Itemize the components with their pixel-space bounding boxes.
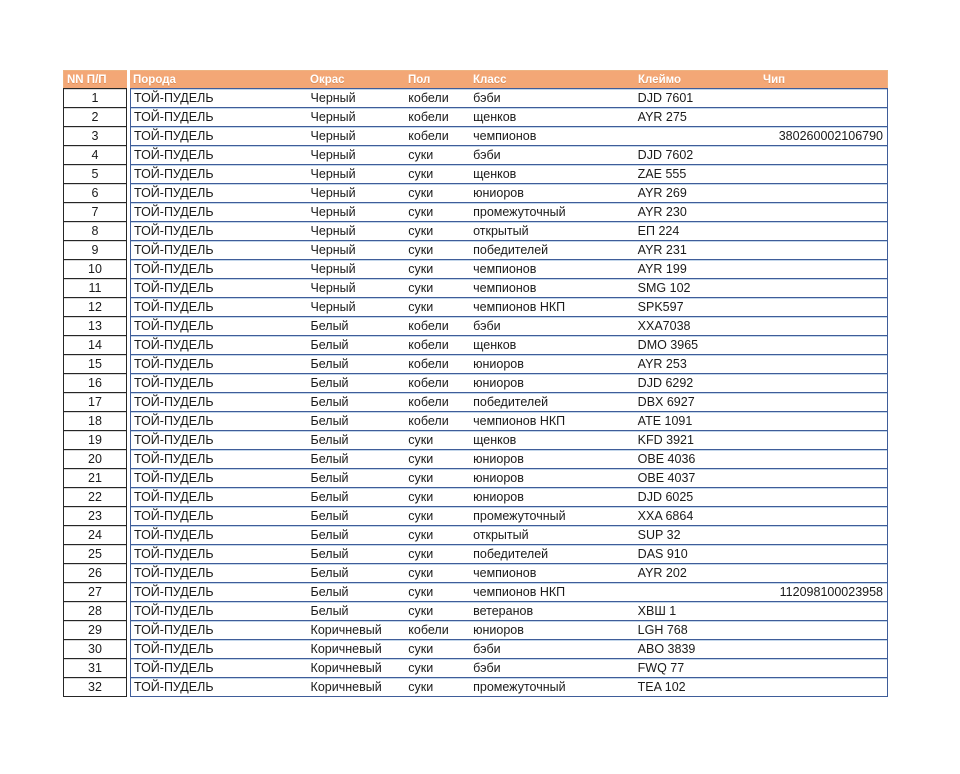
table-row xyxy=(63,658,888,678)
cell-chip xyxy=(759,678,887,696)
cell-breed: ТОЙ-ПУДЕЛЬ xyxy=(134,262,214,276)
row-main-cells xyxy=(130,449,888,469)
table-body xyxy=(63,88,888,697)
cell-class: юниоров xyxy=(473,357,524,371)
cell-color: Черный xyxy=(310,91,356,105)
cell-sex: кобели xyxy=(408,357,449,371)
cell-brand: XXA 6864 xyxy=(637,509,694,523)
cell-breed: ТОЙ-ПУДЕЛЬ xyxy=(134,471,214,485)
cell-class: юниоров xyxy=(473,376,524,390)
cell-nn: 28 xyxy=(63,601,127,621)
cell-class: чемпионов xyxy=(473,262,537,276)
table-row xyxy=(63,392,888,412)
cell-chip xyxy=(759,260,887,278)
cell-brand: ЕП 224 xyxy=(637,224,680,238)
cell-nn: 25 xyxy=(63,544,127,564)
cell-brand xyxy=(635,127,760,145)
cell-chip xyxy=(759,393,887,411)
cell-brand: DMO 3965 xyxy=(637,338,699,352)
cell-color: Черный xyxy=(310,243,356,257)
row-main-cells xyxy=(130,259,888,279)
cell-sex: суки xyxy=(408,224,434,238)
cell-sex: кобели xyxy=(408,376,449,390)
cell-chip xyxy=(759,488,887,506)
cell-brand: DJD 7601 xyxy=(637,91,694,105)
row-main-cells xyxy=(130,601,888,621)
cell-chip xyxy=(759,336,887,354)
cell-class: бэби xyxy=(473,661,501,675)
cell-nn: 16 xyxy=(63,373,127,393)
cell-brand: DJD 6292 xyxy=(637,376,694,390)
row-main-cells xyxy=(130,354,888,374)
cell-chip xyxy=(759,602,887,620)
cell-class: щенков xyxy=(473,433,517,447)
cell-nn: 7 xyxy=(63,202,127,222)
table-row xyxy=(63,240,888,260)
cell-chip xyxy=(759,374,887,392)
cell-class: открытый xyxy=(473,224,529,238)
row-main-cells xyxy=(130,297,888,317)
cell-class: промежуточный xyxy=(473,205,566,219)
cell-chip: 380260002106790 xyxy=(778,129,884,143)
row-main-cells xyxy=(130,525,888,545)
cell-nn: 22 xyxy=(63,487,127,507)
cell-nn: 23 xyxy=(63,506,127,526)
table-row xyxy=(63,164,888,184)
cell-sex: кобели xyxy=(408,91,449,105)
cell-chip xyxy=(759,507,887,525)
cell-class: бэби xyxy=(473,642,501,656)
cell-color: Коричневый xyxy=(310,642,382,656)
row-main-cells xyxy=(130,278,888,298)
table-row xyxy=(63,487,888,507)
cell-nn: 9 xyxy=(63,240,127,260)
cell-class: юниоров xyxy=(473,186,524,200)
cell-chip xyxy=(759,222,887,240)
cell-chip xyxy=(759,355,887,373)
table-row xyxy=(63,278,888,298)
table-header-row xyxy=(63,70,888,89)
cell-chip xyxy=(759,564,887,582)
row-main-cells xyxy=(130,126,888,146)
cell-breed: ТОЙ-ПУДЕЛЬ xyxy=(134,661,214,675)
cell-chip xyxy=(759,412,887,430)
cell-chip xyxy=(759,431,887,449)
cell-color: Черный xyxy=(310,300,356,314)
cell-brand: DBX 6927 xyxy=(637,395,695,409)
cell-class: юниоров xyxy=(473,452,524,466)
cell-class: юниоров xyxy=(473,623,524,637)
cell-color: Белый xyxy=(310,566,349,580)
cell-nn: 10 xyxy=(63,259,127,279)
cell-nn: 4 xyxy=(63,145,127,165)
cell-brand: FWQ 77 xyxy=(637,661,685,675)
cell-nn: 24 xyxy=(63,525,127,545)
column-header-sex: Пол xyxy=(405,70,470,89)
cell-breed: ТОЙ-ПУДЕЛЬ xyxy=(134,243,214,257)
cell-breed: ТОЙ-ПУДЕЛЬ xyxy=(134,414,214,428)
cell-color: Черный xyxy=(310,262,356,276)
cell-color: Черный xyxy=(310,186,356,200)
cell-breed: ТОЙ-ПУДЕЛЬ xyxy=(134,452,214,466)
cell-sex: суки xyxy=(408,205,434,219)
cell-brand: DJD 6025 xyxy=(637,490,694,504)
cell-breed: ТОЙ-ПУДЕЛЬ xyxy=(134,205,214,219)
cell-color: Белый xyxy=(310,357,349,371)
table-header-main xyxy=(130,70,888,89)
cell-color: Белый xyxy=(310,319,349,333)
cell-sex: суки xyxy=(408,300,434,314)
cell-brand xyxy=(635,583,760,601)
row-main-cells xyxy=(130,563,888,583)
cell-breed: ТОЙ-ПУДЕЛЬ xyxy=(134,528,214,542)
cell-nn: 18 xyxy=(63,411,127,431)
cell-sex: суки xyxy=(408,661,434,675)
table-row xyxy=(63,620,888,640)
cell-sex: суки xyxy=(408,243,434,257)
cell-brand: AYR 269 xyxy=(637,186,687,200)
cell-color: Белый xyxy=(310,604,349,618)
cell-nn: 12 xyxy=(63,297,127,317)
cell-sex: суки xyxy=(408,148,434,162)
cell-class: бэби xyxy=(473,91,501,105)
cell-nn: 32 xyxy=(63,677,127,697)
cell-nn: 2 xyxy=(63,107,127,127)
row-main-cells xyxy=(130,183,888,203)
cell-class: щенков xyxy=(473,167,517,181)
row-main-cells xyxy=(130,316,888,336)
table-row xyxy=(63,259,888,279)
cell-sex: суки xyxy=(408,186,434,200)
cell-chip xyxy=(759,89,887,107)
dog-catalog-table xyxy=(63,70,888,697)
column-header-brand: Клеймо xyxy=(635,70,760,89)
table-row xyxy=(63,183,888,203)
cell-chip xyxy=(759,526,887,544)
cell-class: промежуточный xyxy=(473,509,566,523)
cell-color: Черный xyxy=(310,148,356,162)
cell-chip xyxy=(759,317,887,335)
cell-sex: суки xyxy=(408,604,434,618)
cell-breed: ТОЙ-ПУДЕЛЬ xyxy=(134,585,214,599)
cell-class: победителей xyxy=(473,243,549,257)
table-row xyxy=(63,563,888,583)
cell-nn: 8 xyxy=(63,221,127,241)
cell-sex: суки xyxy=(408,490,434,504)
column-header-nn: NN П/П xyxy=(63,70,127,89)
table-row xyxy=(63,202,888,222)
cell-class: бэби xyxy=(473,319,501,333)
table-row xyxy=(63,411,888,431)
cell-nn: 13 xyxy=(63,316,127,336)
cell-nn: 31 xyxy=(63,658,127,678)
row-main-cells xyxy=(130,373,888,393)
cell-class: победителей xyxy=(473,547,549,561)
column-header-breed: Порода xyxy=(130,70,307,89)
cell-chip xyxy=(759,450,887,468)
cell-color: Белый xyxy=(310,509,349,523)
cell-chip xyxy=(759,659,887,677)
cell-sex: суки xyxy=(408,585,434,599)
row-main-cells xyxy=(130,392,888,412)
cell-breed: ТОЙ-ПУДЕЛЬ xyxy=(134,110,214,124)
table-row xyxy=(63,316,888,336)
cell-brand: ATE 1091 xyxy=(637,414,693,428)
cell-sex: суки xyxy=(408,262,434,276)
cell-class: юниоров xyxy=(473,471,524,485)
cell-sex: суки xyxy=(408,281,434,295)
cell-sex: кобели xyxy=(408,414,449,428)
table-row xyxy=(63,449,888,469)
cell-sex: суки xyxy=(408,433,434,447)
cell-nn: 15 xyxy=(63,354,127,374)
cell-class: чемпионов xyxy=(473,566,537,580)
cell-chip xyxy=(759,146,887,164)
cell-breed: ТОЙ-ПУДЕЛЬ xyxy=(134,167,214,181)
cell-brand: XXA7038 xyxy=(637,319,691,333)
column-header-class: Класс xyxy=(470,70,635,89)
cell-sex: суки xyxy=(408,471,434,485)
cell-chip xyxy=(759,545,887,563)
cell-brand: ABO 3839 xyxy=(637,642,696,656)
cell-breed: ТОЙ-ПУДЕЛЬ xyxy=(134,281,214,295)
cell-class: чемпионов НКП xyxy=(473,585,566,599)
cell-nn: 17 xyxy=(63,392,127,412)
table-row xyxy=(63,430,888,450)
table-row xyxy=(63,126,888,146)
row-main-cells xyxy=(130,107,888,127)
cell-chip xyxy=(759,640,887,658)
cell-sex: кобели xyxy=(408,338,449,352)
row-main-cells xyxy=(130,88,888,108)
cell-brand: AYR 202 xyxy=(637,566,687,580)
cell-nn: 19 xyxy=(63,430,127,450)
row-main-cells xyxy=(130,677,888,697)
cell-color: Коричневый xyxy=(310,680,382,694)
table-row xyxy=(63,506,888,526)
cell-breed: ТОЙ-ПУДЕЛЬ xyxy=(134,547,214,561)
cell-sex: суки xyxy=(408,452,434,466)
row-main-cells xyxy=(130,164,888,184)
cell-breed: ТОЙ-ПУДЕЛЬ xyxy=(134,300,214,314)
cell-brand: ZAE 555 xyxy=(637,167,687,181)
table-row xyxy=(63,525,888,545)
cell-sex: суки xyxy=(408,528,434,542)
row-main-cells xyxy=(130,145,888,165)
cell-class: чемпионов xyxy=(473,281,537,295)
row-main-cells xyxy=(130,240,888,260)
cell-color: Белый xyxy=(310,414,349,428)
row-main-cells xyxy=(130,430,888,450)
cell-sex: суки xyxy=(408,566,434,580)
cell-color: Белый xyxy=(310,433,349,447)
cell-breed: ТОЙ-ПУДЕЛЬ xyxy=(134,376,214,390)
table-row xyxy=(63,639,888,659)
cell-class: чемпионов НКП xyxy=(473,414,566,428)
row-main-cells xyxy=(130,221,888,241)
cell-class: чемпионов xyxy=(473,129,537,143)
table-row xyxy=(63,468,888,488)
table-row xyxy=(63,297,888,317)
cell-color: Черный xyxy=(310,224,356,238)
table-row xyxy=(63,354,888,374)
table-row xyxy=(63,544,888,564)
row-main-cells xyxy=(130,639,888,659)
cell-class: промежуточный xyxy=(473,680,566,694)
column-header-color: Окрас xyxy=(307,70,405,89)
cell-color: Черный xyxy=(310,281,356,295)
cell-nn: 6 xyxy=(63,183,127,203)
table-row xyxy=(63,582,888,602)
cell-color: Черный xyxy=(310,129,356,143)
cell-brand: AYR 199 xyxy=(637,262,687,276)
table-row xyxy=(63,677,888,697)
cell-breed: ТОЙ-ПУДЕЛЬ xyxy=(134,186,214,200)
cell-breed: ТОЙ-ПУДЕЛЬ xyxy=(134,395,214,409)
table-row xyxy=(63,88,888,108)
row-main-cells xyxy=(130,487,888,507)
cell-color: Белый xyxy=(310,585,349,599)
cell-color: Черный xyxy=(310,205,356,219)
row-main-cells xyxy=(130,506,888,526)
cell-chip xyxy=(759,279,887,297)
cell-nn: 1 xyxy=(63,88,127,108)
cell-class: щенков xyxy=(473,110,517,124)
cell-brand: SPK597 xyxy=(637,300,684,314)
row-main-cells xyxy=(130,658,888,678)
cell-color: Белый xyxy=(310,452,349,466)
cell-color: Черный xyxy=(310,110,356,124)
cell-color: Белый xyxy=(310,395,349,409)
cell-nn: 21 xyxy=(63,468,127,488)
cell-breed: ТОЙ-ПУДЕЛЬ xyxy=(134,680,214,694)
cell-brand: TEA 102 xyxy=(637,680,686,694)
cell-breed: ТОЙ-ПУДЕЛЬ xyxy=(134,509,214,523)
cell-breed: ТОЙ-ПУДЕЛЬ xyxy=(134,642,214,656)
cell-color: Белый xyxy=(310,471,349,485)
cell-nn: 5 xyxy=(63,164,127,184)
cell-breed: ТОЙ-ПУДЕЛЬ xyxy=(134,623,214,637)
cell-breed: ТОЙ-ПУДЕЛЬ xyxy=(134,91,214,105)
cell-brand: DJD 7602 xyxy=(637,148,694,162)
cell-color: Белый xyxy=(310,490,349,504)
cell-sex: суки xyxy=(408,680,434,694)
cell-breed: ТОЙ-ПУДЕЛЬ xyxy=(134,224,214,238)
cell-sex: суки xyxy=(408,642,434,656)
cell-chip xyxy=(759,203,887,221)
row-main-cells xyxy=(130,411,888,431)
cell-sex: кобели xyxy=(408,623,449,637)
cell-brand: ХВШ 1 xyxy=(637,604,677,618)
table-row xyxy=(63,221,888,241)
cell-chip xyxy=(759,621,887,639)
cell-color: Белый xyxy=(310,376,349,390)
cell-brand: DAS 910 xyxy=(637,547,688,561)
cell-brand: OBE 4037 xyxy=(637,471,696,485)
cell-color: Белый xyxy=(310,528,349,542)
cell-breed: ТОЙ-ПУДЕЛЬ xyxy=(134,433,214,447)
cell-sex: суки xyxy=(408,547,434,561)
cell-chip xyxy=(759,298,887,316)
cell-class: чемпионов НКП xyxy=(473,300,566,314)
table-row xyxy=(63,145,888,165)
row-main-cells xyxy=(130,544,888,564)
cell-color: Белый xyxy=(310,338,349,352)
cell-sex: кобели xyxy=(408,395,449,409)
table-row xyxy=(63,107,888,127)
cell-breed: ТОЙ-ПУДЕЛЬ xyxy=(134,357,214,371)
cell-breed: ТОЙ-ПУДЕЛЬ xyxy=(134,338,214,352)
cell-class: открытый xyxy=(473,528,529,542)
cell-breed: ТОЙ-ПУДЕЛЬ xyxy=(134,319,214,333)
column-header-chip: Чип xyxy=(760,70,888,89)
cell-nn: 30 xyxy=(63,639,127,659)
cell-chip xyxy=(759,469,887,487)
cell-class: бэби xyxy=(473,148,501,162)
table-row xyxy=(63,601,888,621)
cell-sex: кобели xyxy=(408,319,449,333)
row-main-cells xyxy=(130,582,888,602)
cell-chip: 112098100023958 xyxy=(779,585,884,599)
cell-color: Коричневый xyxy=(310,661,382,675)
cell-color: Белый xyxy=(310,547,349,561)
cell-sex: кобели xyxy=(408,110,449,124)
cell-breed: ТОЙ-ПУДЕЛЬ xyxy=(134,490,214,504)
cell-nn: 11 xyxy=(63,278,127,298)
table-row xyxy=(63,335,888,355)
row-main-cells xyxy=(130,468,888,488)
cell-breed: ТОЙ-ПУДЕЛЬ xyxy=(134,148,214,162)
cell-brand: AYR 231 xyxy=(637,243,687,257)
cell-class: ветеранов xyxy=(473,604,534,618)
cell-chip xyxy=(759,184,887,202)
table-row xyxy=(63,373,888,393)
cell-color: Коричневый xyxy=(310,623,382,637)
cell-brand: AYR 230 xyxy=(637,205,687,219)
cell-class: щенков xyxy=(473,338,517,352)
cell-nn: 20 xyxy=(63,449,127,469)
cell-nn: 27 xyxy=(63,582,127,602)
cell-sex: суки xyxy=(408,167,434,181)
cell-nn: 14 xyxy=(63,335,127,355)
cell-chip xyxy=(759,108,887,126)
cell-class: юниоров xyxy=(473,490,524,504)
cell-breed: ТОЙ-ПУДЕЛЬ xyxy=(134,604,214,618)
cell-brand: SUP 32 xyxy=(637,528,681,542)
cell-class: победителей xyxy=(473,395,549,409)
cell-sex: суки xyxy=(408,509,434,523)
row-main-cells xyxy=(130,335,888,355)
cell-chip xyxy=(759,165,887,183)
cell-nn: 29 xyxy=(63,620,127,640)
cell-brand: OBE 4036 xyxy=(637,452,696,466)
cell-breed: ТОЙ-ПУДЕЛЬ xyxy=(134,129,214,143)
cell-chip xyxy=(759,241,887,259)
row-main-cells xyxy=(130,620,888,640)
cell-nn: 3 xyxy=(63,126,127,146)
cell-brand: LGH 768 xyxy=(637,623,688,637)
cell-brand: AYR 253 xyxy=(637,357,687,371)
cell-brand: AYR 275 xyxy=(637,110,687,124)
cell-nn: 26 xyxy=(63,563,127,583)
cell-brand: SMG 102 xyxy=(637,281,691,295)
row-main-cells xyxy=(130,202,888,222)
cell-sex: кобели xyxy=(408,129,449,143)
cell-brand: KFD 3921 xyxy=(637,433,694,447)
cell-color: Черный xyxy=(310,167,356,181)
cell-breed: ТОЙ-ПУДЕЛЬ xyxy=(134,566,214,580)
